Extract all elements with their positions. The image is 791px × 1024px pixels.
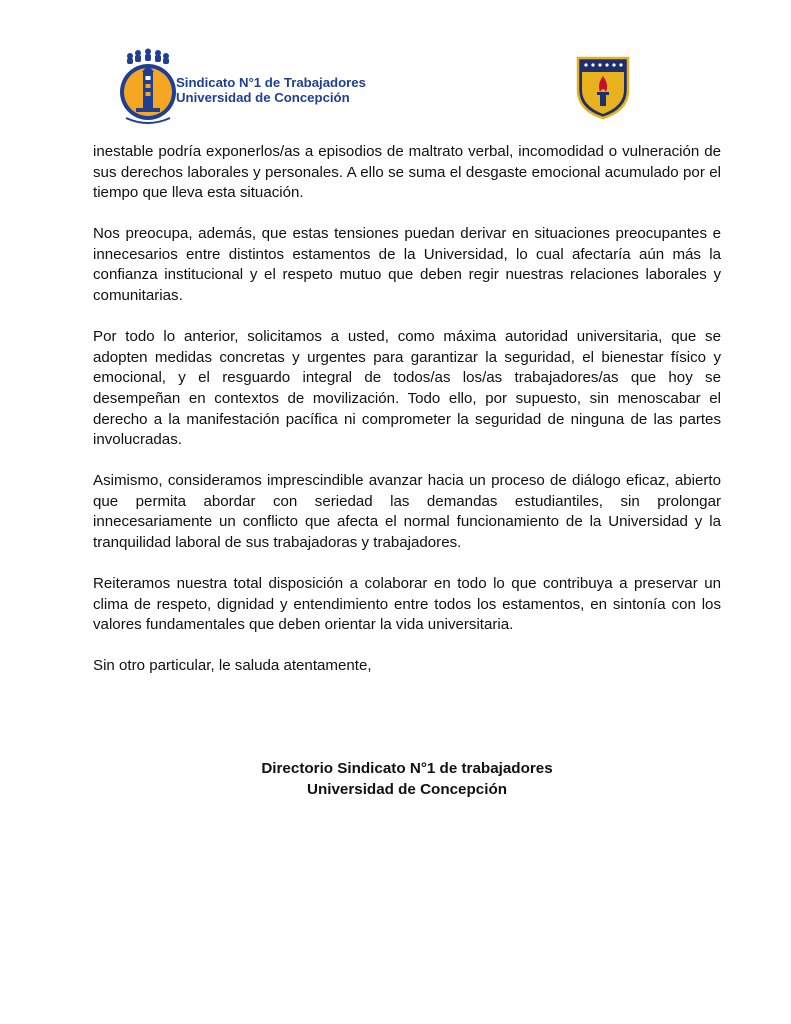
letter-body bbox=[93, 142, 721, 697]
union-logo-line2: Universidad de Concepción bbox=[176, 90, 350, 105]
closing-salutation: Sin otro particular, le saluda atentamente, bbox=[93, 657, 372, 675]
signature-line1: Directorio Sindicato N°1 de trabajadores bbox=[261, 760, 553, 777]
signature-line2: Universidad de Concepción bbox=[306, 781, 507, 798]
paragraph: Por todo lo anterior, solicitamos a usted, como máxima autoridad universitaria, que se adopten medidas concretas y urgentes para garantizar la seguridad, el bienestar físico y emocional, y el resguardo integral de todos/as los/as trabajadores/as que hoy se desempeñan en contextos de movilización. Todo ello, por supuesto, sin menoscabar el derecho a la manifestación pacífica ni comprometer la seguridad de ninguna de las partes involucradas. bbox=[93, 328, 721, 449]
university-crest-icon bbox=[576, 56, 630, 120]
paragraph: Nos preocupa, además, que estas tensiones puedan derivar en situaciones preocupantes e innecesarios entre distintos estamentos de la Universidad, lo cual afectaría aún más la confianza institucional y el respeto mutuo que deben regir nuestras relaciones laborales y comunitarias. bbox=[93, 225, 721, 305]
union-emblem-icon bbox=[116, 48, 180, 128]
paragraph: Reiteramos nuestra total disposición a colaborar en todo lo que contribuya a preservar un clima de respeto, dignidad y entendimiento entre todos los estamentos, en sintonía con los valores fundamentales que deben orientar la vida universitaria. bbox=[93, 575, 721, 634]
union-logo-text bbox=[176, 75, 366, 105]
paragraph: inestable podría exponerlos/as a episodios de maltrato verbal, incomodidad o vulneración de sus derechos laborales y personales. A ello se suma el desgaste emocional acumulado por el tiempo que lleva esta situación. bbox=[93, 143, 721, 202]
union-logo-line1: Sindicato N°1 de Trabajadores bbox=[176, 75, 366, 90]
paragraph: Asimismo, consideramos imprescindible avanzar hacia un proceso de diálogo eficaz, abierto que permita abordar con seriedad las demandas estudiantiles, sin prolongar innecesariamente un conflicto que afecta el normal funcionamiento de la Universidad y la tranquilidad laboral de sus trabajadoras y trabajadores. bbox=[93, 472, 721, 551]
union-logo bbox=[116, 48, 376, 128]
signature-block bbox=[93, 758, 721, 800]
